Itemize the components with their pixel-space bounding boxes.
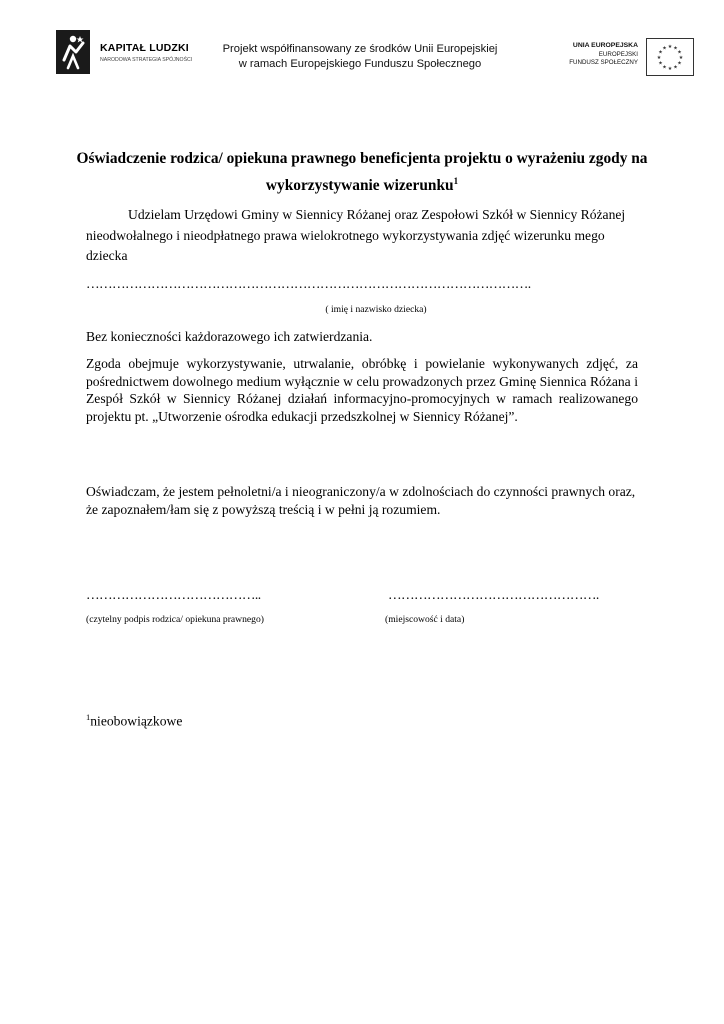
header-line-1: Projekt współfinansowany ze środków Unii Europejskiej	[222, 43, 498, 55]
signature-field[interactable]: …………………………………..	[86, 587, 261, 602]
eu-star-icon: ★	[662, 65, 667, 71]
eu-star-icon: ★	[656, 56, 662, 61]
place-date-caption: (miejscowość i data)	[385, 614, 465, 625]
eu-star-icon: ★	[677, 61, 682, 67]
consent-paragraph-text: Udzielam Urzędowi Gminy w Siennicy Różanej oraz Zespołowi Szkół w Siennicy Różanej nieodwołalnego i nieodpłatnego prawa wielokrotnego wykorzystywania zdjęć wizerunku mego dziecka	[86, 207, 626, 263]
eu-star-icon: ★	[678, 56, 684, 61]
scope-paragraph: Zgoda obejmuje wykorzystywanie, utrwalanie, obróbkę i powielanie wykonywanych zdjęć, za pośrednictwem dowolnego medium wyłącznie w celu prowadzonych przez Gminę Siennica Różana i Zespół Szkół w Siennicy Różanej działań informacyjno-promocyjnych w ramach realizowanego projektu pt. „Utworzenie ośrodka edukacji przedszkolnej w Siennicy Różanej”.	[86, 356, 638, 424]
place-date-field[interactable]: ………………………………………….	[388, 587, 599, 602]
document-title-text: Oświadczenie rodzica/ opiekuna prawnego beneficjenta projektu o wyrażeniu zgody na wykorzystywanie wizerunku	[76, 150, 648, 195]
eu-star-icon: ★	[667, 45, 673, 50]
header-funding-text	[210, 42, 510, 72]
eu-star-icon: ★	[658, 50, 663, 56]
title-footnote-marker: 1	[453, 176, 459, 186]
eu-star-icon: ★	[673, 46, 678, 52]
eu-logo-text	[548, 42, 638, 68]
consent-paragraph	[86, 205, 646, 267]
footnote-text: nieobowiązkowe	[90, 713, 183, 729]
eu-flag-icon	[646, 38, 694, 76]
footnote	[86, 712, 182, 730]
eu-logo-line-1: UNIA EUROPEJSKA	[572, 42, 638, 49]
child-name-caption: ( imię i nazwisko dziecka)	[325, 304, 427, 315]
logo-subtitle: NARODOWA STRATEGIA SPÓJNOŚCI	[100, 57, 193, 63]
no-approval-paragraph: Bez konieczności każdorazowego ich zatwierdzania.	[86, 329, 373, 344]
eu-logo-line-3: FUNDUSZ SPOŁECZNY	[569, 59, 638, 66]
kapital-ludzki-emblem-icon	[56, 30, 90, 74]
eu-star-icon: ★	[677, 50, 682, 56]
eu-star-icon: ★	[662, 46, 667, 52]
eu-star-icon: ★	[673, 65, 678, 71]
header-line-2: w ramach Europejskiego Funduszu Społecznego	[238, 58, 482, 70]
logo-title: KAPITAŁ LUDZKI	[100, 42, 189, 54]
footnote-marker: 1	[86, 712, 91, 722]
eu-logo-line-2: EUROPEJSKI	[598, 50, 638, 58]
kapital-ludzki-logo	[56, 24, 208, 82]
child-name-field[interactable]: ………………………………………………………………………………………….	[86, 276, 531, 291]
signature-caption: (czytelny podpis rodzica/ opiekuna prawnego)	[86, 614, 264, 625]
document-title	[60, 148, 664, 197]
eu-star-icon: ★	[667, 67, 673, 72]
declaration-paragraph: Oświadczam, że jestem pełnoletni/a i nieograniczony/a w zdolnościach do czynności prawnych oraz, że zapoznałem/łam się z powyższą treścią i w pełni ją rozumiem.	[86, 484, 636, 517]
eu-star-icon: ★	[658, 61, 663, 67]
